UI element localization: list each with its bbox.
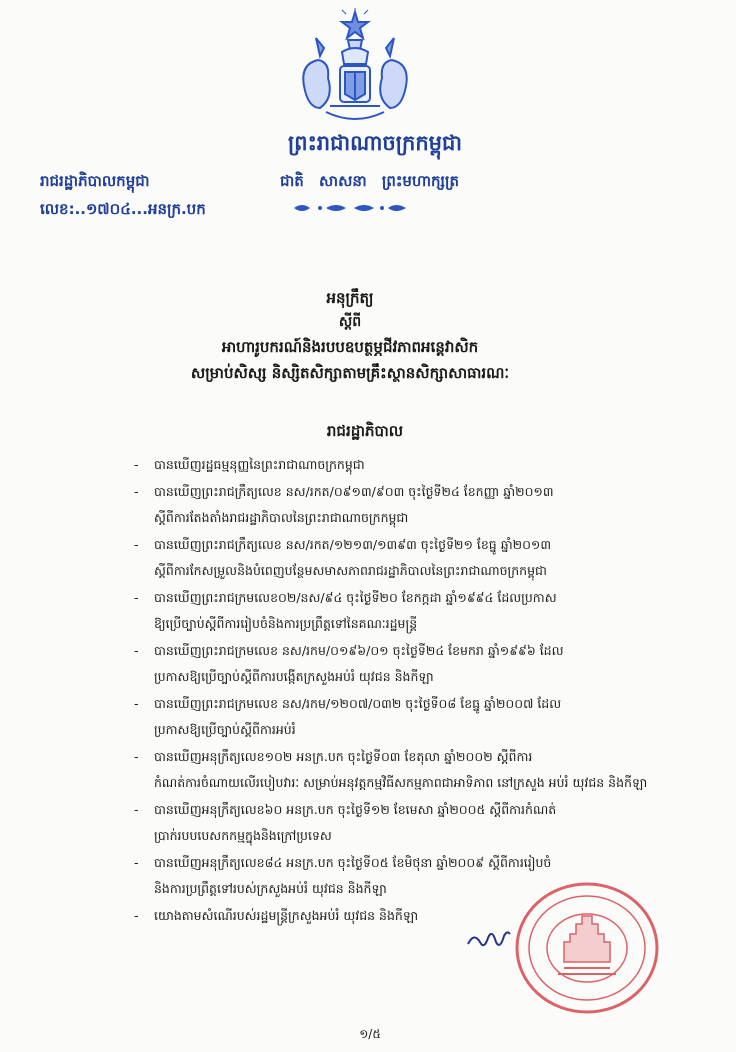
recital-item: - យោងតាមសំណើរបស់រដ្ឋមន្ត្រីក្រសួងអប់រំ យុវជន និងកីឡា <box>134 907 419 923</box>
kingdom-heading: ព្រះរាជាណាចក្រកម្ពុជា <box>287 131 462 155</box>
royal-emblem-icon <box>290 8 420 126</box>
recitals-list <box>134 452 674 929</box>
official-seal-icon <box>512 878 662 1018</box>
recital-item: - បានឃើញរដ្ឋធម្មនុញ្ញនៃព្រះរាជាណាចក្រកម្ពុជា <box>134 457 365 472</box>
document-type: អនុក្រឹត្យ <box>326 289 374 307</box>
recital-item: - បានឃើញព្រះរាជក្រមលេខ នស/រកម/០១៩៦/០១ ចុះថ្ងៃទី២៤ ខែមករា ឆ្នាំ១៩៩៦ ដែល ប្រកាសឱ្យប្រើច្បាប់ស្តីពីការបង្កើតក្រសួងអប់រំ យុវជន និងកីឡា <box>134 642 564 684</box>
subject-line-1: អាហារូបករណ៍និងរបបឧបត្ថម្ភជីវភាពអន្តេវាសិក <box>221 338 479 356</box>
signature-icon <box>466 924 512 954</box>
recital-item: - បានឃើញព្រះរាជក្រឹត្យលេខ នស/រកត/០៩១៣/៩០៣ ចុះថ្ងៃទី២៤ ខែកញ្ញា ឆ្នាំ២០១៣ ស្តីពីការតែងតាំងរាជរដ្ឋាភិបាលនៃព្រះរាជាណាចក្រកម្ពុជា <box>134 483 554 525</box>
subject-line-2: សម្រាប់សិស្ស និស្សិតសិក្សាតាមគ្រឹះស្ថានសិក្សាសាធារណៈ <box>190 364 510 382</box>
recital-item: - បានឃើញព្រះរាជក្រមលេខ០២/នស/៩៤ ចុះថ្ងៃទី២០ ខែកក្កដា ឆ្នាំ១៩៩៤ ដែលប្រកាស ឱ្យប្រើច្បាប់ស្តីពីការរៀបចំនិងការប្រព្រឹត្តទៅនៃគណៈរដ្ឋមន្ត្រី <box>134 589 557 631</box>
government-name: រាជរដ្ឋាភិបាលកម្ពុជា <box>40 172 150 190</box>
recital-item: - បានឃើញព្រះរាជក្រមលេខ នស/រកម/១២០៧/០៣២ ចុះថ្ងៃទី០៨ ខែធ្នូ ឆ្នាំ២០០៧ ដែល ប្រកាសឱ្យប្រើច្បាប់ស្តីពីការអប់រំ <box>134 695 562 737</box>
ornament-divider-icon <box>290 200 410 216</box>
reference-number: លេខ:..១៧០៤...អនក្រ.បក <box>40 200 206 218</box>
recital-item: - បានឃើញអនុក្រឹត្យលេខ៨៤ អនក្រ.បក ចុះថ្ងៃទី០៥ ខែមិថុនា ឆ្នាំ២០០៩ ស្តីពីការរៀបចំ និងការប្រព្រឹត្តទៅរបស់ក្រសួងអប់រំ យុវជន និងកីឡា <box>134 854 552 896</box>
about-label: ស្តីពី <box>338 314 362 330</box>
national-motto: ជាតិ សាសនា ព្រះមហាក្សត្រ <box>280 172 459 190</box>
issuing-authority: រាជរដ្ឋាភិបាល <box>326 422 404 440</box>
title-block <box>60 286 640 386</box>
recital-item: - បានឃើញព្រះរាជក្រឹត្យលេខ នស/រកត/១២១៣/១៣៩៣ ចុះថ្ងៃទី២១ ខែធ្នូ ឆ្នាំ២០១៣ ស្តីពីការកែសម្រួលនិងបំពេញបន្ថែមសមាសភាពរាជរដ្ឋាភិបាលនៃព្រះរាជាណាចក្រកម្ពុជា <box>134 536 552 578</box>
page-number: ១/៥ <box>359 1027 381 1041</box>
recital-item: - បានឃើញអនុក្រឹត្យលេខ១០២ អនក្រ.បក ចុះថ្ងៃទី០៣ ខែតុលា ឆ្នាំ២០០២ ស្តីពីការ កំណត់ការចំណាយលើរបៀបវារៈ សម្រាប់អនុវត្តកម្មវិធីសកម្មភាពជាអាទិភាព នៅក្រសួង អប់រំ យុវជន និងកីឡា <box>134 748 648 790</box>
recital-item: - បានឃើញអនុក្រឹត្យលេខ៦០ អនក្រ.បក ចុះថ្ងៃទី១២ ខែមេសា ឆ្នាំ២០០៥ ស្តីពីការកំណត់ ប្រាក់របបបេសកកម្មក្នុងនិងក្រៅប្រទេស <box>134 801 557 843</box>
